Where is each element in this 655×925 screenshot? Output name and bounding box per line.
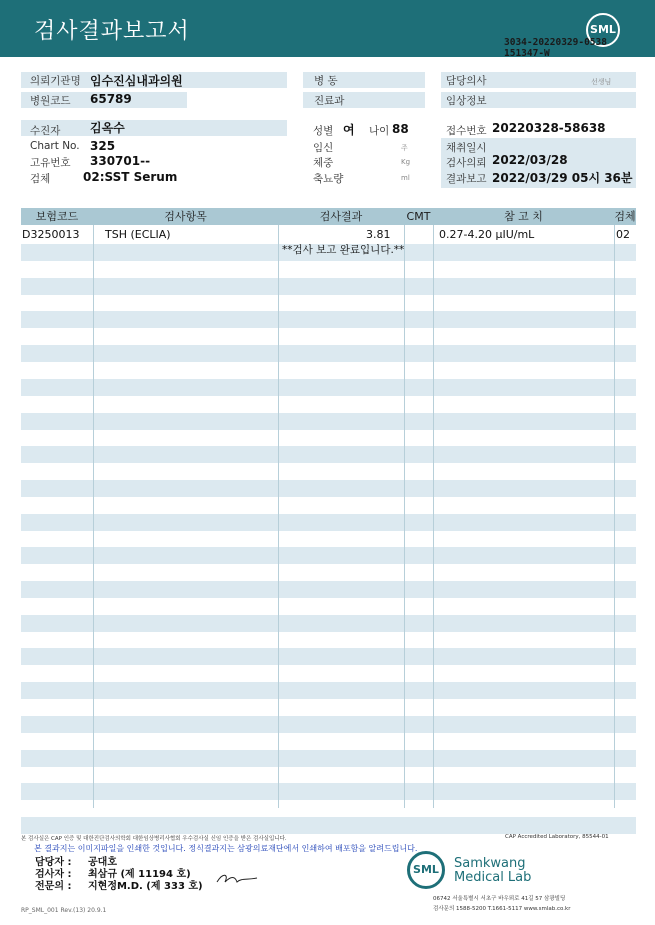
pregnancy-unit: 주 (401, 144, 408, 152)
brand-line1: Samkwang (454, 856, 526, 871)
cap-note: CAP Accredited Laboratory, 85544-01 (505, 834, 609, 840)
request-value: 2022/03/28 (492, 153, 568, 167)
header-specimen: 검체 (614, 210, 636, 223)
table-stripe (21, 817, 636, 834)
unique-value: 330701-- (90, 154, 151, 168)
pregnancy-label: 임신 (313, 142, 334, 154)
row-code: D3250013 (22, 228, 80, 241)
hospital-code-label: 병원코드 (30, 95, 71, 107)
column-divider (404, 208, 405, 808)
row-reference: 0.27-4.20 μIU/mL (439, 228, 535, 241)
table-stripe (21, 446, 636, 463)
institution-label: 의뢰기관명 (30, 75, 81, 87)
hospital-code-value: 65789 (90, 92, 132, 106)
print-notice: 본 결과지는 이미지파일을 인쇄한 것입니다. 정식결과지는 삼광의료재단에서 인쇄하여 배포함을 알려드립니다. (34, 844, 418, 853)
chart-label: Chart No. (30, 140, 80, 152)
column-divider (93, 208, 94, 808)
brand-line2: Medical Lab (454, 870, 532, 885)
clinical-label: 임상정보 (446, 95, 487, 107)
address: 06742 서울특별시 서초구 바우뫼로 41길 57 삼광빌딩 (433, 896, 566, 902)
weight-label: 체중 (313, 157, 334, 169)
table-stripe (21, 345, 636, 362)
table-stripe (21, 514, 636, 531)
row-result: 3.81 (366, 228, 391, 241)
table-stripe (21, 682, 636, 699)
institution-value: 임수진심내과의원 (90, 74, 183, 88)
header-reference: 참 고 치 (504, 210, 543, 223)
brand-name (454, 857, 531, 885)
specimen-label: 검체 (30, 173, 51, 185)
manager-value: 공대호 (88, 857, 117, 868)
column-divider (614, 208, 615, 808)
header-code: 보험코드 (35, 210, 79, 223)
patient-value: 김옥수 (90, 121, 125, 135)
report-value: 2022/03/29 05시 36분 (492, 171, 633, 185)
document-id (504, 37, 607, 59)
certification-note: 본 검사실은 CAP 인증 및 대한진단검사의학회 대한임상병리사협회 우수검사실 신임 인증을 받은 검사실입니다. (21, 836, 287, 842)
receipt-value: 20220328-58638 (492, 121, 606, 135)
table-stripe (21, 750, 636, 767)
sex-label: 성별 (313, 125, 334, 137)
table-stripe (21, 648, 636, 665)
column-divider (278, 208, 279, 808)
form-code: RP_SML_001 Rev.(13) 20.9.1 (21, 907, 107, 914)
table-stripe (21, 547, 636, 564)
table-stripe (21, 480, 636, 497)
table-header (21, 208, 636, 225)
patient-label: 수진자 (30, 125, 61, 137)
chart-value: 325 (90, 139, 116, 153)
contact: 검사문의 1588-5200 T.1661-5117 www.smlab.co.kr (433, 906, 571, 912)
ward-label: 병 동 (314, 75, 338, 87)
column-divider (433, 208, 434, 808)
urine-unit: ml (401, 174, 410, 182)
signature-icon (215, 870, 260, 886)
table-stripe (21, 581, 636, 598)
table-stripe (21, 311, 636, 328)
document-id-line2: 151347-W (504, 48, 550, 59)
patient-bar (21, 120, 287, 136)
header-cmt: CMT (406, 210, 431, 223)
document-id-line1: 3034-20220329-0538 (504, 37, 607, 48)
doctor-label: 담당의사 (446, 75, 487, 87)
weight-unit: Kg (401, 158, 411, 166)
row-item: TSH (ECLIA) (105, 228, 171, 241)
table-stripe (21, 716, 636, 733)
table-stripe (21, 783, 636, 800)
manager-label: 담당자 : (35, 857, 72, 868)
tester-value: 최삼규 (제 11194 호) (88, 869, 191, 880)
sml-brand-logo: SML (407, 851, 445, 889)
table-stripe (21, 413, 636, 430)
age-label: 나이 (369, 125, 390, 137)
collection-label: 채취일시 (446, 142, 487, 154)
specialist-value: 지현정M.D. (제 333 호) (88, 881, 203, 892)
header-result: 검사결과 (319, 210, 363, 223)
unique-label: 고유번호 (30, 157, 71, 169)
report-title: 검사결과보고서 (34, 19, 190, 44)
table-stripe (21, 379, 636, 396)
request-label: 검사의뢰 (446, 157, 487, 169)
sml-logo: SML (586, 13, 620, 47)
sex-value: 여 (343, 123, 355, 137)
row-specimen: 02 (616, 228, 630, 241)
receipt-label: 접수번호 (446, 125, 487, 137)
header-item: 검사항목 (164, 210, 207, 223)
table-stripe (21, 615, 636, 632)
end-note: **검사 보고 완료입니다.** (282, 244, 405, 256)
report-label: 결과보고 (446, 173, 487, 185)
dept-label: 진료과 (314, 95, 345, 107)
age-value: 88 (392, 122, 409, 136)
tester-label: 검사자 : (35, 869, 72, 880)
urine-label: 축뇨량 (313, 173, 344, 185)
doctor-value: 선생님 (591, 78, 612, 86)
specimen-value: 02:SST Serum (83, 170, 178, 184)
specialist-label: 전문의 : (35, 881, 72, 892)
table-stripe (21, 278, 636, 295)
